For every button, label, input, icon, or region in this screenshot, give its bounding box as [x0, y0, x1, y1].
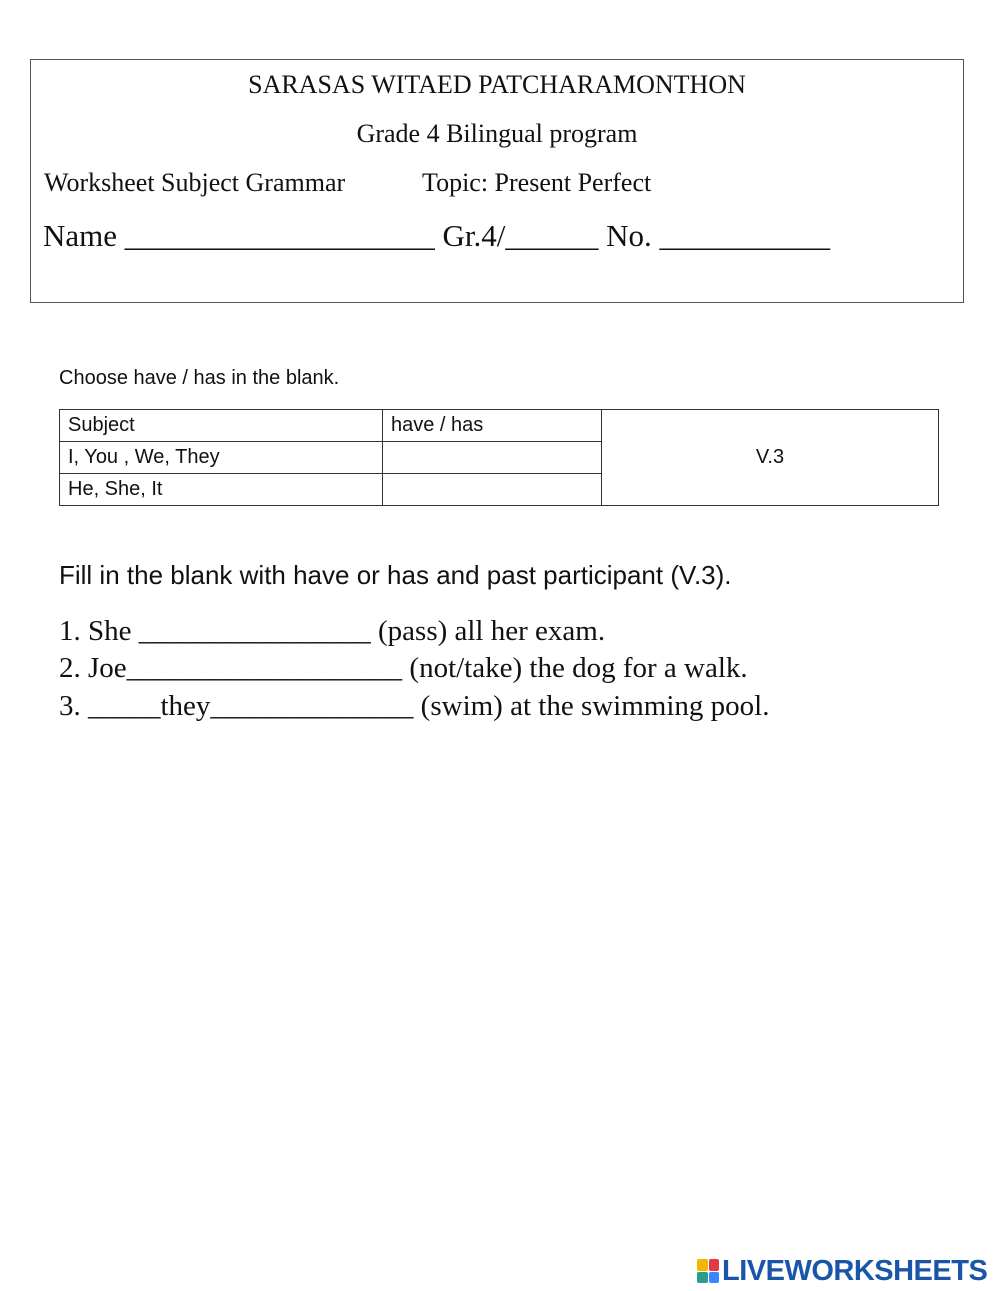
table-cell: Subject	[60, 410, 383, 442]
question-item	[59, 617, 605, 646]
have-has-table	[59, 409, 939, 506]
school-name: SARASAS WITAED PATCHARAMONTHON	[248, 70, 746, 99]
answer-blank-cell[interactable]	[383, 474, 602, 506]
question-number: 3.	[59, 690, 81, 722]
question-text[interactable]: _____they______________ (swim) at the swimming pool.	[88, 690, 770, 722]
grade-program: Grade 4 Bilingual program	[356, 119, 638, 148]
question-text[interactable]: She ________________ (pass) all her exam.	[88, 615, 606, 647]
table-header-row	[60, 410, 939, 442]
question-number: 2.	[59, 652, 81, 684]
question-item	[59, 692, 769, 721]
liveworksheets-brand-text: LIVEWORKSHEETS	[722, 1254, 988, 1287]
liveworksheets-logo-icon	[697, 1259, 719, 1283]
table-cell: He, She, It	[60, 474, 383, 506]
v3-cell: V.3	[602, 410, 939, 506]
student-info-row: Name ____________________ Gr.4/______ No. ___________	[43, 218, 831, 253]
instruction-fill-blank: Fill in the blank with have or has and past participant (V.3).	[59, 560, 732, 590]
worksheet-header-box	[30, 59, 964, 303]
liveworksheets-logo[interactable]	[697, 1254, 988, 1287]
table-cell: have / has	[383, 410, 602, 442]
question-item	[59, 654, 748, 683]
table-cell: I, You , We, They	[60, 442, 383, 474]
worksheet-subject: Worksheet Subject Grammar	[44, 168, 346, 197]
worksheet-topic: Topic: Present Perfect	[422, 168, 652, 197]
question-number: 1.	[59, 615, 81, 647]
instruction-have-has: Choose have / has in the blank.	[59, 367, 340, 389]
question-text[interactable]: Joe___________________ (not/take) the dog for a walk.	[88, 652, 748, 684]
answer-blank-cell[interactable]	[383, 442, 602, 474]
